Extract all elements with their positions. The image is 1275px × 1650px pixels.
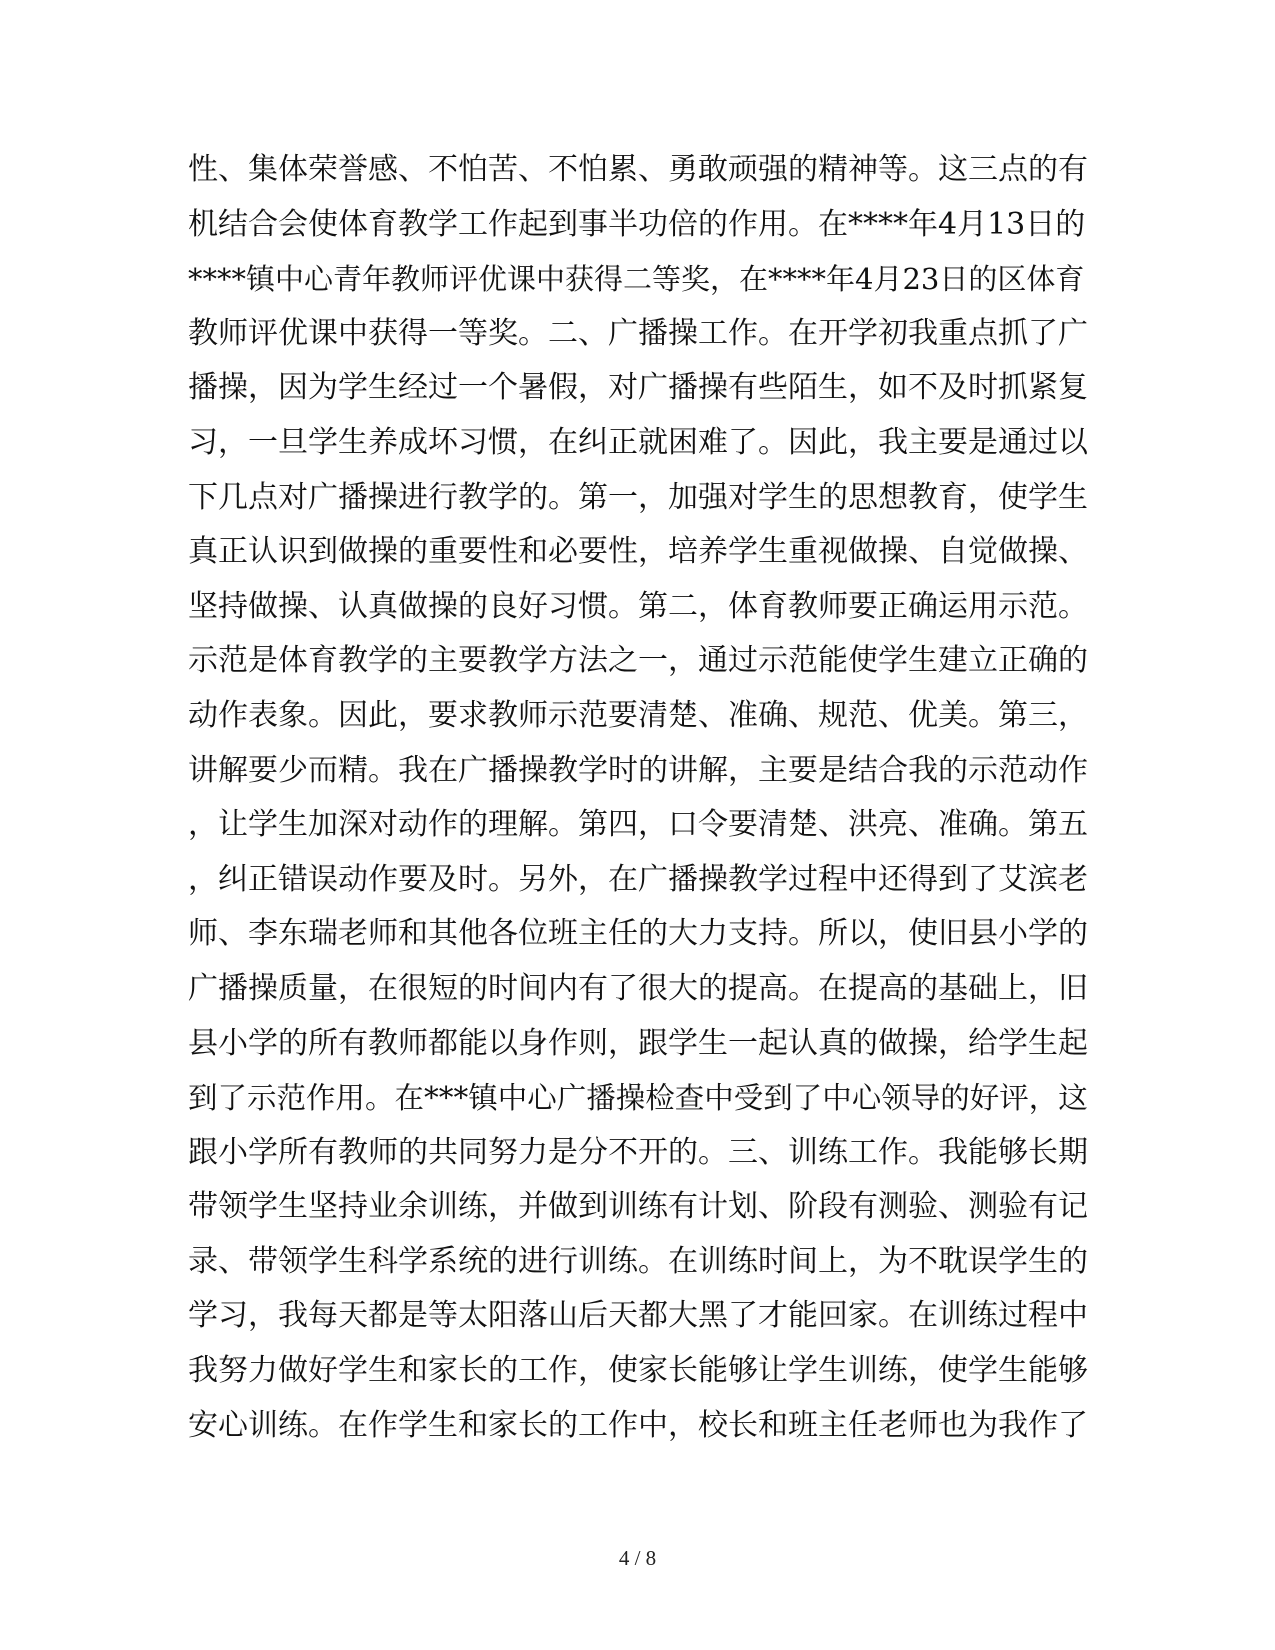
text-line: 示范是体育教学的主要教学方法之一，通过示范能使学生建立正确的 bbox=[188, 643, 1088, 679]
text-line: 播操，因为学生经过一个暑假，对广播操有些陌生，如不及时抓紧复 bbox=[188, 370, 1088, 406]
text-line: ，让学生加深对动作的理解。第四，口令要清楚、洪亮、准确。第五 bbox=[188, 807, 1088, 843]
text-line: 讲解要少而精。我在广播操教学时的讲解，主要是结合我的示范动作 bbox=[188, 752, 1088, 788]
text-line: 坚持做操、认真做操的良好习惯。第二，体育教师要正确运用示范。 bbox=[188, 588, 1088, 624]
text-line: 性、集体荣誉感、不怕苦、不怕累、勇敢顽强的精神等。这三点的有 bbox=[188, 152, 1088, 187]
text-line: 下几点对广播操进行教学的。第一，加强对学生的思想教育，使学生 bbox=[188, 479, 1088, 515]
text-line: ****镇中心青年教师评优课中获得二等奖，在****年4月23日的区体育 bbox=[188, 262, 1085, 297]
text-line: 跟小学所有教师的共同努力是分不开的。三、训练工作。我能够长期 bbox=[188, 1134, 1088, 1170]
text-line: 教师评优课中获得一等奖。二、广播操工作。在开学初我重点抓了广 bbox=[188, 315, 1088, 351]
text-line: 录、带领学生科学系统的进行训练。在训练时间上，为不耽误学生的 bbox=[188, 1243, 1088, 1279]
body-text bbox=[188, 143, 1088, 1453]
text-line: 师、李东瑞老师和其他各位班主任的大力支持。所以，使旧县小学的 bbox=[188, 916, 1088, 952]
text-line: 安心训练。在作学生和家长的工作中，校长和班主任老师也为我作了 bbox=[188, 1407, 1088, 1443]
text-line: 我努力做好学生和家长的工作，使家长能够让学生训练，使学生能够 bbox=[188, 1353, 1088, 1389]
text-line: 真正认识到做操的重要性和必要性，培养学生重视做操、自觉做操、 bbox=[188, 534, 1088, 570]
text-line: 机结合会使体育教学工作起到事半功倍的作用。在****年4月13日的 bbox=[188, 206, 1086, 242]
text-line: 学习，我每天都是等太阳落山后天都大黑了才能回家。在训练过程中 bbox=[188, 1298, 1088, 1334]
text-line: 到了示范作用。在***镇中心广播操检查中受到了中心领导的好评，这 bbox=[188, 1081, 1088, 1116]
text-line: ，纠正错误动作要及时。另外，在广播操教学过程中还得到了艾滨老 bbox=[188, 861, 1088, 897]
page-number: 4 / 8 bbox=[618, 1546, 657, 1570]
text-line: 广播操质量，在很短的时间内有了很大的提高。在提高的基础上，旧 bbox=[188, 970, 1088, 1006]
text-line: 带领学生坚持业余训练，并做到训练有计划、阶段有测验、测验有记 bbox=[188, 1189, 1088, 1225]
text-line: 动作表象。因此，要求教师示范要清楚、准确、规范、优美。第三， bbox=[188, 697, 1088, 733]
text-line: 习，一旦学生养成坏习惯，在纠正就困难了。因此，我主要是通过以 bbox=[188, 424, 1088, 460]
text-line: 县小学的所有教师都能以身作则，跟学生一起认真的做操，给学生起 bbox=[188, 1025, 1088, 1061]
